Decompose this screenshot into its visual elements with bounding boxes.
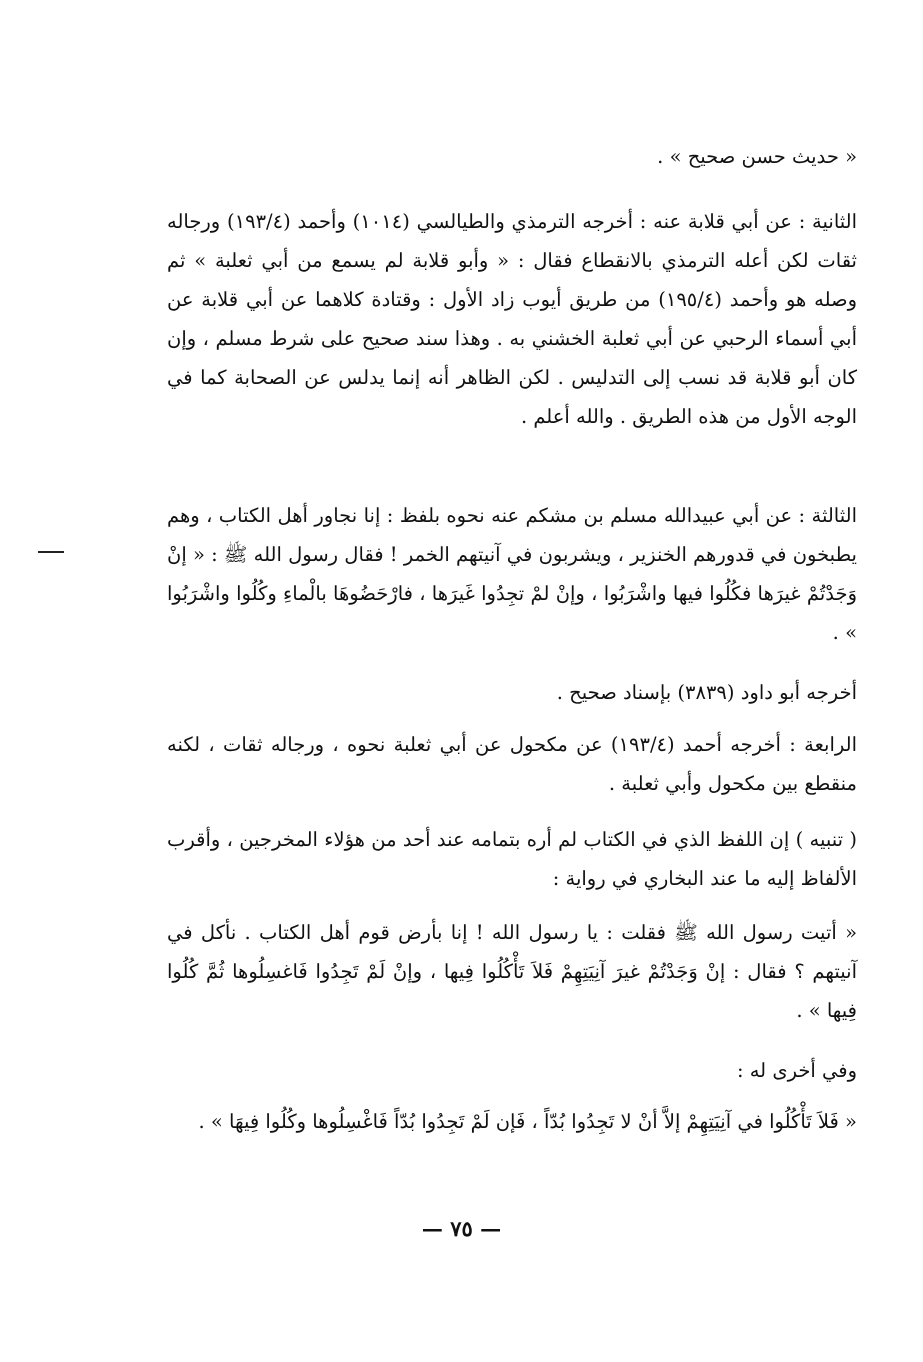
hadith-grade-line (167, 137, 857, 176)
paragraph-takhrij: أخرجه أبو داود (٣٨٣٩) بإسناد صحيح . (556, 681, 857, 704)
note-section (167, 820, 857, 898)
abu-dawud-reference (167, 673, 857, 712)
another-narration-intro (167, 1051, 857, 1090)
third-narration-section (167, 496, 857, 652)
paragraph-bukhari-quote: « أتيت رسول الله ﷺ فقلت : يا رسول الله ! إنا بأرض قوم أهل الكتاب . نأكل في آنيتهم ؟ فقال : إنْ وَجَدْتُمْ غيرَ آنِيَتِهِمْ فَلاَ تَأْكُلُوا فِيها ، وإنْ لَمْ تَجِدُوا فَاغسِلُوها ثُمَّ كُلُوا فِيها » . (167, 921, 857, 1022)
paragraph-second-quote: « فَلاَ تَأْكُلُوا في آنِيَتِهِمْ إلاَّ أنْ لا تَجِدُوا بُدّاً ، فَإن لَمْ تَجِدُوا بُدّاً فَاغْسِلُوها وكُلُوا فِيهَا » . (198, 1110, 857, 1133)
paragraph-fourth: الرابعة : أخرجه أحمد (١٩٣/٤) عن مكحول عن أبي ثعلبة نحوه ، ورجاله ثقات ، لكنه منقطع بين مكحول وأبي ثعلبة . (167, 733, 857, 795)
second-narration-section (167, 202, 857, 436)
paragraph-grade: « حديث حسن صحيح » . (657, 145, 857, 168)
fourth-narration-section (167, 725, 857, 803)
paragraph-intro: وفي أخرى له : (736, 1059, 857, 1082)
second-bukhari-quote-section (167, 1102, 857, 1141)
margin-dash-mark (38, 551, 64, 553)
paragraph-third: الثالثة : عن أبي عبيدالله مسلم بن مشكم عنه نحوه بلفظ : إنا نجاور أهل الكتاب ، وهم يطبخون في قدورهم الخنزير ، ويشربون في آنيتهم الخمر ! فقال رسول الله ﷺ : « إنْ وَجَدْتُمْ غيرَها فكُلُوا فيها واشْرَبُوا ، وإنْ لمْ تجِدُوا غَيرَها ، فارْحَضُوهَا بالْماءِ وكُلُوا واشْرَبُوا » . (167, 504, 857, 644)
paragraph-note: ( تنبيه ) إن اللفظ الذي في الكتاب لم أره بتمامه عند أحد من هؤلاء المخرجين ، وأقرب الألفاظ إليه ما عند البخاري في رواية : (167, 828, 857, 890)
page-number: — ٧٥ — (421, 1216, 502, 1241)
bukhari-quote-section (167, 913, 857, 1030)
paragraph-second: الثانية : عن أبي قلابة عنه : أخرجه الترمذي والطيالسي (١٠١٤) وأحمد (١٩٣/٤) ورجاله ثقات لكن أعله الترمذي بالانقطاع فقال : « وأبو قلابة لم يسمع من أبي ثعلبة » ثم وصله هو وأحمد (١٩٥/٤) من طريق أيوب زاد الأول : وقتادة كلاهما عن أبي قلابة عن أبي أسماء الرحبي عن أبي ثعلبة الخشني به . وهذا سند صحيح على شرط مسلم ، وإن كان أبو قلابة قد نسب إلى التدليس . لكن الظاهر أنه إنما يدلس عن الصحابة كما في الوجه الأول من هذه الطريق . والله أعلم . (167, 210, 858, 428)
